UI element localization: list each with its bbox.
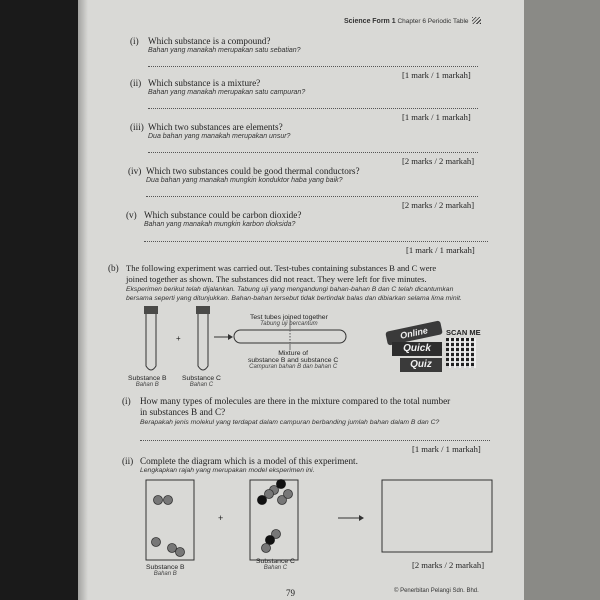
plus-sign-2: + [218, 513, 224, 523]
sub-question-ii-number: (ii) [122, 456, 134, 466]
answer-line-ii[interactable] [148, 108, 478, 109]
model-substance-b-label [146, 564, 185, 577]
badge-quick: Quick [392, 342, 442, 356]
mixture-label-ms: Campuran bahan B dan bahan C [249, 364, 338, 370]
part-b-text-line1: The following experiment was carried out. Test-tubes containing substances B and C were [126, 263, 437, 273]
substance-b-label-ms: Bahan B [135, 382, 159, 388]
substance-c-label [182, 375, 221, 388]
mixture-label-en2: substance B and substance C [248, 357, 339, 364]
question-text: Which two substances could be good thermal conductors? [146, 166, 360, 176]
worksheet-page [78, 0, 524, 600]
question-number: (i) [130, 36, 139, 46]
test-tube-b [144, 306, 158, 370]
joined-label-ms: Tabung uji bercantum [260, 321, 318, 327]
part-b-text-ms-line1: Eksperimen berikut telah dijalankan. Tabung uji yang mengandungi bahan-bahan B dan C telah dicantumkan [126, 286, 454, 293]
publisher-credit: © Penerbitan Pelangi Sdn. Bhd. [394, 588, 479, 594]
header-chapter: Chapter 6 Periodic Table [397, 18, 469, 25]
marks-iv: [2 marks / 2 markah] [402, 200, 475, 210]
answer-line-iv[interactable] [146, 196, 478, 197]
joined-label-en: Test tubes joined together [250, 314, 328, 321]
answer-line-iii[interactable] [148, 152, 478, 153]
badge-online: Online [385, 320, 443, 345]
substance-c-label-ms: Bahan C [189, 382, 214, 388]
online-quick-quiz-badge[interactable] [386, 322, 486, 384]
sub-question-i-number: (i) [122, 396, 131, 406]
sub-question-i-line1: How many types of molecules are there in the mixture compared to the total number [140, 396, 451, 406]
model-substance-c-ms: Bahan C [263, 565, 288, 571]
mixture-label [248, 350, 338, 370]
particle-model-diagram [138, 478, 498, 568]
answer-line-b-i[interactable] [140, 440, 490, 441]
part-b-text-ms-line2: bersama seperti yang ditunjukkan. Bahan-bahan tersebut tidak bertindak balas dan dibiarkan selama lima minit. [126, 295, 462, 302]
question-text-ms: Dua bahan yang manakah mungkin konduktor haba yang baik? [146, 177, 343, 184]
background-right [524, 0, 600, 600]
plus-sign-1: + [176, 334, 181, 343]
sub-question-ii-text: Complete the diagram which is a model of this experiment. [140, 456, 358, 466]
answer-line-v[interactable] [144, 241, 488, 242]
page-shadow [78, 0, 88, 600]
question-text: Which two substances are elements? [148, 122, 283, 132]
question-text: Which substance could be carbon dioxide? [144, 210, 302, 220]
header-form: Form 1 [372, 18, 396, 25]
part-b-text-line2: joined together as shown. The substances did not react. They were left for five minutes. [126, 274, 427, 284]
question-text: Which substance is a compound? [148, 36, 271, 46]
substance-b-label [128, 375, 167, 388]
marks-iii: [2 marks / 2 markah] [402, 156, 475, 166]
marks-ii: [1 mark / 1 markah] [402, 112, 471, 122]
question-text-ms: Bahan yang manakah mungkin karbon dioksida? [144, 221, 296, 228]
model-substance-b-en: Substance B [146, 564, 185, 571]
sub-question-i-ms: Berapakah jenis molekul yang terdapat dalam campuran berbanding jumlah bahan dalam B dan C? [140, 419, 440, 426]
answer-box-mixture[interactable] [382, 480, 492, 552]
scan-me-label: SCAN ME [446, 328, 481, 337]
marks-b-i: [1 mark / 1 markah] [412, 444, 481, 454]
question-number: (iv) [128, 166, 142, 176]
test-tube-c [196, 306, 210, 370]
page-header [344, 17, 481, 25]
question-number: (v) [126, 210, 137, 220]
badge-quiz: Quiz [400, 358, 442, 372]
question-text-ms: Bahan yang manakah merupakan satu sebatian? [148, 47, 301, 54]
substance-b-label-en: Substance B [128, 375, 167, 382]
mixture-label-en1: Mixture of [278, 350, 309, 357]
qr-code-overlay [446, 338, 476, 368]
header-subject: Science [344, 18, 371, 25]
question-text-ms: Dua bahan yang manakah merupakan unsur? [148, 133, 291, 140]
model-substance-b-ms: Bahan B [153, 571, 177, 577]
part-b-label: (b) [108, 263, 119, 273]
model-substance-c-en: Substance C [256, 558, 295, 565]
joined-label [250, 314, 328, 327]
question-number: (ii) [130, 78, 142, 88]
substance-b-particles [152, 496, 185, 557]
sub-question-i-line2: in substances B and C? [140, 407, 226, 417]
arrow [214, 334, 233, 340]
substance-c-particles [258, 480, 293, 553]
chapter-icon [472, 17, 481, 24]
question-text-ms: Bahan yang manakah merupakan satu campuran? [148, 89, 306, 96]
marks-v: [1 mark / 1 markah] [406, 245, 475, 255]
model-arrow [338, 515, 364, 521]
experiment-diagram [118, 304, 368, 384]
question-number: (iii) [130, 122, 144, 132]
model-substance-c-label [256, 558, 295, 571]
substance-c-label-en: Substance C [182, 375, 221, 382]
answer-line-i[interactable] [148, 66, 478, 67]
marks-b-ii: [2 marks / 2 markah] [412, 560, 485, 570]
page-number: 79 [286, 588, 295, 598]
question-text: Which substance is a mixture? [148, 78, 261, 88]
sub-question-ii-ms: Lengkapkan rajah yang merupakan model eksperimen ini. [140, 467, 315, 474]
marks-i: [1 mark / 1 markah] [402, 70, 471, 80]
